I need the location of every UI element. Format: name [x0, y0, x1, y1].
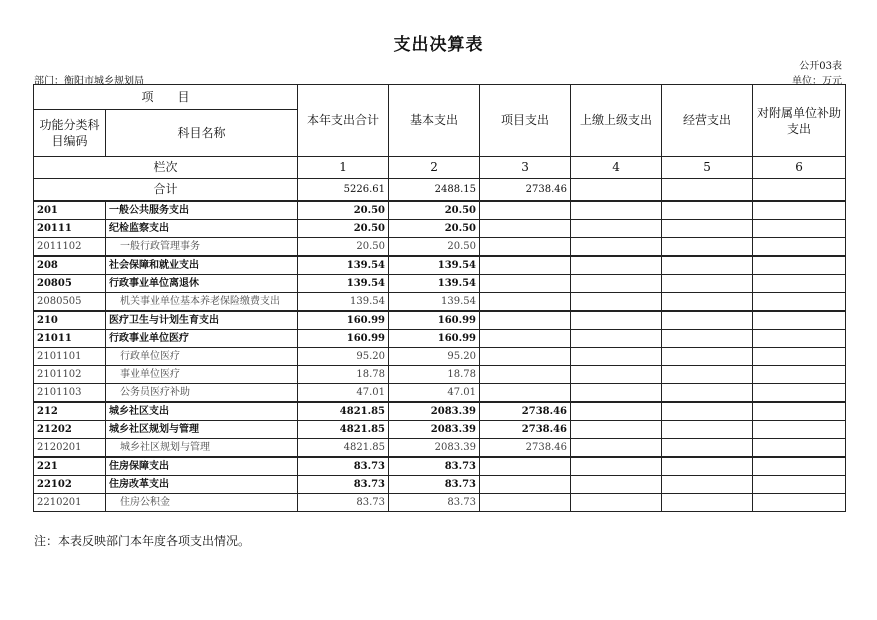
row-value	[662, 292, 753, 311]
row-value	[480, 475, 571, 493]
row-code: 21011	[34, 329, 106, 347]
row-value: 2738.46	[480, 438, 571, 457]
row-value	[753, 438, 846, 457]
col-number-5: 5	[662, 157, 753, 179]
row-value	[571, 237, 662, 256]
row-value: 20.50	[298, 237, 389, 256]
table-row	[34, 311, 846, 330]
row-value	[480, 311, 571, 330]
row-value: 18.78	[389, 365, 480, 383]
row-name: 一般公共服务支出	[106, 201, 298, 220]
col-number-6: 6	[753, 157, 846, 179]
row-value	[571, 420, 662, 438]
row-value	[480, 383, 571, 402]
col-number-2: 2	[389, 157, 480, 179]
row-value	[571, 457, 662, 476]
item-header: 项 目	[34, 85, 298, 110]
row-name: 一般行政管理事务	[106, 237, 298, 256]
row-value	[753, 493, 846, 511]
expenditure-table	[33, 84, 846, 512]
row-code: 2011102	[34, 237, 106, 256]
row-value: 20.50	[389, 201, 480, 220]
row-value: 83.73	[298, 493, 389, 511]
row-value: 2738.46	[480, 420, 571, 438]
row-value: 95.20	[389, 347, 480, 365]
func-code-header: 功能分类科目编码	[34, 110, 106, 157]
row-name: 住房公积金	[106, 493, 298, 511]
row-code: 2080505	[34, 292, 106, 311]
row-value	[753, 311, 846, 330]
table-row	[34, 457, 846, 476]
row-value: 18.78	[298, 365, 389, 383]
row-code: 2101101	[34, 347, 106, 365]
row-code: 20805	[34, 274, 106, 292]
row-value	[662, 475, 753, 493]
row-value: 83.73	[389, 457, 480, 476]
footnote: 注：本表反映部门本年度各项支出情况。	[34, 534, 251, 548]
row-value: 83.73	[389, 493, 480, 511]
row-value	[571, 256, 662, 275]
row-value	[571, 292, 662, 311]
row-value	[571, 383, 662, 402]
row-code: 212	[34, 402, 106, 421]
row-value: 160.99	[298, 311, 389, 330]
row-value	[480, 256, 571, 275]
row-value	[753, 274, 846, 292]
row-value	[571, 438, 662, 457]
row-value: 139.54	[389, 256, 480, 275]
row-value	[753, 347, 846, 365]
total-value: 5226.61	[298, 179, 389, 201]
row-name: 行政事业单位离退休	[106, 274, 298, 292]
row-code: 2210201	[34, 493, 106, 511]
table-row	[34, 347, 846, 365]
row-value	[480, 201, 571, 220]
row-value: 2083.39	[389, 438, 480, 457]
row-value: 4821.85	[298, 438, 389, 457]
row-name: 行政事业单位医疗	[106, 329, 298, 347]
row-value	[753, 329, 846, 347]
row-value: 160.99	[389, 329, 480, 347]
row-value	[480, 329, 571, 347]
row-name: 城乡社区规划与管理	[106, 420, 298, 438]
row-value	[662, 402, 753, 421]
row-value	[753, 256, 846, 275]
department-label: 部门：衡阳市城乡规划局	[34, 76, 144, 87]
col-header-operating: 经营支出	[662, 85, 753, 157]
col-header-basic: 基本支出	[389, 85, 480, 157]
row-value	[753, 420, 846, 438]
row-value	[480, 493, 571, 511]
row-value	[662, 219, 753, 237]
row-value: 139.54	[389, 292, 480, 311]
row-value	[662, 311, 753, 330]
row-value	[571, 365, 662, 383]
row-value	[571, 311, 662, 330]
row-value	[662, 329, 753, 347]
row-value	[480, 292, 571, 311]
row-value	[753, 475, 846, 493]
col-header-project: 项目支出	[480, 85, 571, 157]
table-row	[34, 292, 846, 311]
row-value	[480, 365, 571, 383]
row-value: 2083.39	[389, 402, 480, 421]
row-code: 21202	[34, 420, 106, 438]
row-value	[571, 219, 662, 237]
total-label: 合计	[34, 179, 298, 201]
row-value	[753, 402, 846, 421]
row-value: 2083.39	[389, 420, 480, 438]
row-value	[480, 347, 571, 365]
row-name: 住房改革支出	[106, 475, 298, 493]
row-value	[662, 438, 753, 457]
row-value	[753, 383, 846, 402]
row-code: 2120201	[34, 438, 106, 457]
row-code: 210	[34, 311, 106, 330]
col-header-total: 本年支出合计	[298, 85, 389, 157]
row-value: 47.01	[389, 383, 480, 402]
table-row	[34, 201, 846, 220]
row-name: 医疗卫生与计划生育支出	[106, 311, 298, 330]
row-value	[480, 237, 571, 256]
row-name: 事业单位医疗	[106, 365, 298, 383]
col-number-3: 3	[480, 157, 571, 179]
row-code: 221	[34, 457, 106, 476]
row-value	[571, 347, 662, 365]
row-value	[662, 347, 753, 365]
row-name: 纪检监察支出	[106, 219, 298, 237]
row-value: 20.50	[298, 219, 389, 237]
row-value: 160.99	[298, 329, 389, 347]
column-row-label: 栏次	[34, 157, 298, 179]
row-name: 住房保障支出	[106, 457, 298, 476]
row-value: 160.99	[389, 311, 480, 330]
col-header-remit: 上缴上级支出	[571, 85, 662, 157]
row-value: 95.20	[298, 347, 389, 365]
row-value: 83.73	[389, 475, 480, 493]
row-value: 20.50	[389, 237, 480, 256]
col-header-subsidy: 对附属单位补助支出	[753, 85, 846, 157]
row-value: 20.50	[389, 219, 480, 237]
table-row	[34, 237, 846, 256]
total-value	[753, 179, 846, 201]
total-value	[571, 179, 662, 201]
row-value: 83.73	[298, 475, 389, 493]
row-name: 社会保障和就业支出	[106, 256, 298, 275]
row-value: 4821.85	[298, 420, 389, 438]
row-value	[571, 274, 662, 292]
col-number-4: 4	[571, 157, 662, 179]
row-name: 公务员医疗补助	[106, 383, 298, 402]
row-value	[753, 292, 846, 311]
table-row	[34, 438, 846, 457]
table-row	[34, 475, 846, 493]
table-row	[34, 219, 846, 237]
row-value	[753, 457, 846, 476]
row-value	[662, 420, 753, 438]
row-value: 47.01	[298, 383, 389, 402]
row-value	[571, 402, 662, 421]
row-value: 139.54	[389, 274, 480, 292]
row-code: 208	[34, 256, 106, 275]
row-value: 139.54	[298, 292, 389, 311]
row-code: 22102	[34, 475, 106, 493]
row-value	[571, 493, 662, 511]
row-value: 139.54	[298, 274, 389, 292]
table-row	[34, 329, 846, 347]
table-row	[34, 420, 846, 438]
row-value	[480, 457, 571, 476]
row-value	[480, 274, 571, 292]
row-value	[571, 475, 662, 493]
row-value: 139.54	[298, 256, 389, 275]
unit-label: 单位：万元	[792, 76, 842, 87]
row-value	[662, 256, 753, 275]
table-row	[34, 274, 846, 292]
col-number-1: 1	[298, 157, 389, 179]
table-row	[34, 402, 846, 421]
row-name: 机关事业单位基本养老保险缴费支出	[106, 292, 298, 311]
page-title: 支出决算表	[393, 35, 484, 55]
row-name: 城乡社区支出	[106, 402, 298, 421]
row-code: 2101102	[34, 365, 106, 383]
row-name: 城乡社区规划与管理	[106, 438, 298, 457]
row-code: 201	[34, 201, 106, 220]
row-value: 83.73	[298, 457, 389, 476]
row-value	[753, 365, 846, 383]
total-value: 2738.46	[480, 179, 571, 201]
row-value	[753, 219, 846, 237]
table-row	[34, 365, 846, 383]
table-row	[34, 383, 846, 402]
row-value: 2738.46	[480, 402, 571, 421]
table-row	[34, 256, 846, 275]
row-value	[662, 493, 753, 511]
total-value: 2488.15	[389, 179, 480, 201]
row-value	[662, 201, 753, 220]
row-code: 20111	[34, 219, 106, 237]
total-row	[34, 179, 846, 201]
row-value	[571, 329, 662, 347]
row-value	[662, 365, 753, 383]
row-value	[662, 383, 753, 402]
row-value	[571, 201, 662, 220]
row-value: 20.50	[298, 201, 389, 220]
row-value	[753, 237, 846, 256]
row-code: 2101103	[34, 383, 106, 402]
row-value: 4821.85	[298, 402, 389, 421]
form-number: 公开03表	[799, 61, 842, 72]
row-value	[753, 201, 846, 220]
subject-name-header: 科目名称	[106, 110, 298, 157]
total-value	[662, 179, 753, 201]
table-row	[34, 493, 846, 511]
row-name: 行政单位医疗	[106, 347, 298, 365]
row-value	[662, 457, 753, 476]
row-value	[662, 237, 753, 256]
row-value	[662, 274, 753, 292]
row-value	[480, 219, 571, 237]
